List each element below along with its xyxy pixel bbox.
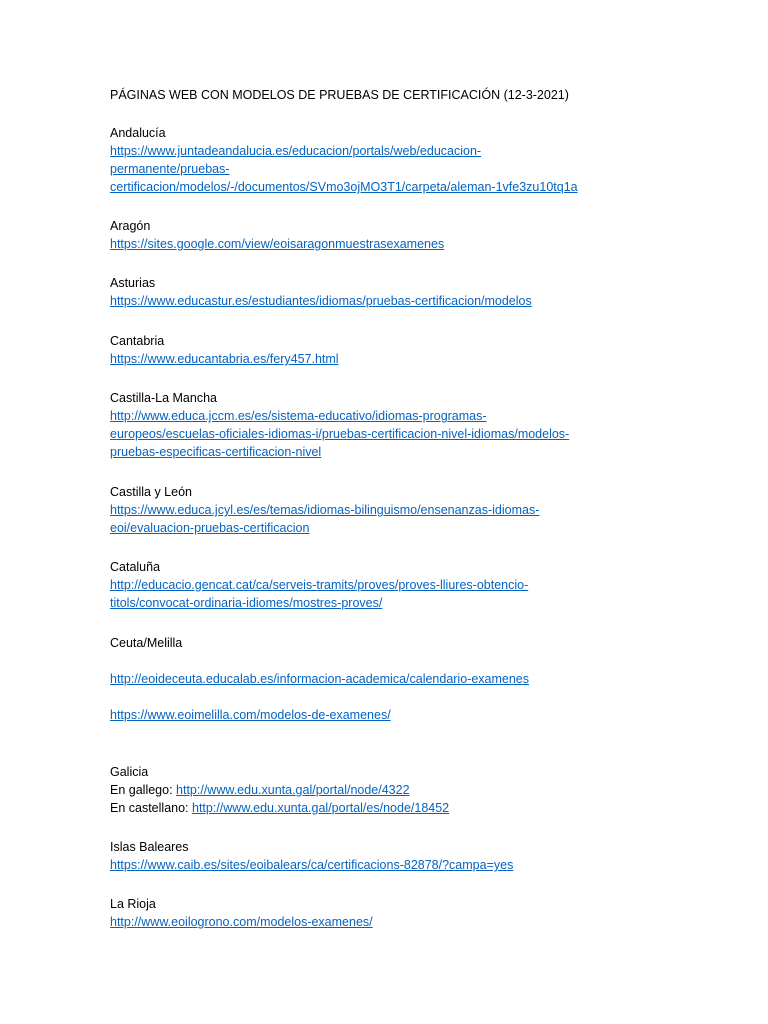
section-aragon	[110, 217, 730, 253]
region-name-la-rioja: La Rioja	[110, 897, 156, 911]
section-islas-baleares	[110, 838, 730, 874]
section-ceuta-melilla	[110, 634, 730, 724]
galicia-castellano-line	[110, 799, 730, 817]
region-name-ceuta-melilla: Ceuta/Melilla	[110, 636, 183, 650]
link-cantabria[interactable]: https://www.educantabria.es/fery457.html	[110, 352, 339, 366]
region-name-andalucia: Andalucía	[110, 126, 166, 140]
link-galicia-gallego[interactable]: http://www.edu.xunta.gal/portal/node/4322	[176, 783, 410, 797]
document-title: PÁGINAS WEB CON MODELOS DE PRUEBAS DE CERTIFICACIÓN (12-3-2021)	[110, 88, 569, 102]
link-la-rioja[interactable]: http://www.eoilogrono.com/modelos-examenes/	[110, 915, 373, 929]
link-galicia-castellano[interactable]: http://www.edu.xunta.gal/portal/es/node/18452	[192, 801, 450, 815]
link-andalucia-part-2[interactable]: permanente/pruebas-	[110, 162, 230, 176]
link-ceuta[interactable]: http://eoideceuta.educalab.es/informacion-academica/calendario-examenes	[110, 672, 530, 686]
link-andalucia-part-1[interactable]: https://www.juntadeandalucia.es/educacion/portals/web/educacion-	[110, 144, 482, 158]
region-name-castilla-y-leon: Castilla y León	[110, 485, 192, 499]
link-castilla-y-leon-part-2[interactable]: eoi/evaluacion-pruebas-certificacion	[110, 521, 310, 535]
link-islas-baleares[interactable]: https://www.caib.es/sites/eoibalears/ca/certificacions-82878/?campa=yes	[110, 858, 514, 872]
link-castilla-la-mancha-part-3[interactable]: pruebas-especificas-certificacion-nivel	[110, 445, 322, 459]
section-castilla-la-mancha	[110, 389, 730, 461]
region-name-cantabria: Cantabria	[110, 334, 165, 348]
link-castilla-y-leon-part-1[interactable]: https://www.educa.jcyl.es/es/temas/idiomas-bilinguismo/ensenanzas-idiomas-	[110, 503, 540, 517]
region-name-asturias: Asturias	[110, 276, 156, 290]
section-asturias	[110, 274, 730, 310]
region-name-aragon: Aragón	[110, 219, 151, 233]
region-name-castilla-la-mancha: Castilla-La Mancha	[110, 391, 217, 405]
section-la-rioja	[110, 895, 730, 931]
label-castellano: En castellano:	[110, 801, 192, 815]
region-name-cataluna: Cataluña	[110, 560, 161, 574]
link-andalucia-part-3[interactable]: certificacion/modelos/-/documentos/SVmo3ojMO3T1/carpeta/aleman-1vfe3zu10tq1a	[110, 180, 578, 194]
link-castilla-la-mancha-part-2[interactable]: europeos/escuelas-oficiales-idiomas-i/pruebas-certificacion-nivel-idiomas/modelos-	[110, 427, 570, 441]
link-asturias[interactable]: https://www.educastur.es/estudiantes/idiomas/pruebas-certificacion/modelos	[110, 294, 532, 308]
section-andalucia	[110, 124, 730, 196]
link-castilla-la-mancha-part-1[interactable]: http://www.educa.jccm.es/es/sistema-educativo/idiomas-programas-	[110, 409, 487, 423]
link-melilla[interactable]: https://www.eoimelilla.com/modelos-de-examenes/	[110, 708, 391, 722]
region-name-islas-baleares: Islas Baleares	[110, 840, 189, 854]
section-castilla-y-leon	[110, 483, 730, 537]
section-cataluna	[110, 558, 730, 612]
section-cantabria	[110, 332, 730, 368]
region-name-galicia: Galicia	[110, 765, 149, 779]
link-cataluna-part-1[interactable]: http://educacio.gencat.cat/ca/serveis-tramits/proves/proves-lliures-obtencio-	[110, 578, 529, 592]
section-galicia	[110, 763, 730, 817]
link-aragon[interactable]: https://sites.google.com/view/eoisaragonmuestrasexamenes	[110, 237, 445, 251]
galicia-gallego-line	[110, 781, 730, 799]
label-gallego: En gallego:	[110, 783, 177, 797]
link-cataluna-part-2[interactable]: titols/convocat-ordinaria-idiomes/mostres-proves/	[110, 596, 383, 610]
